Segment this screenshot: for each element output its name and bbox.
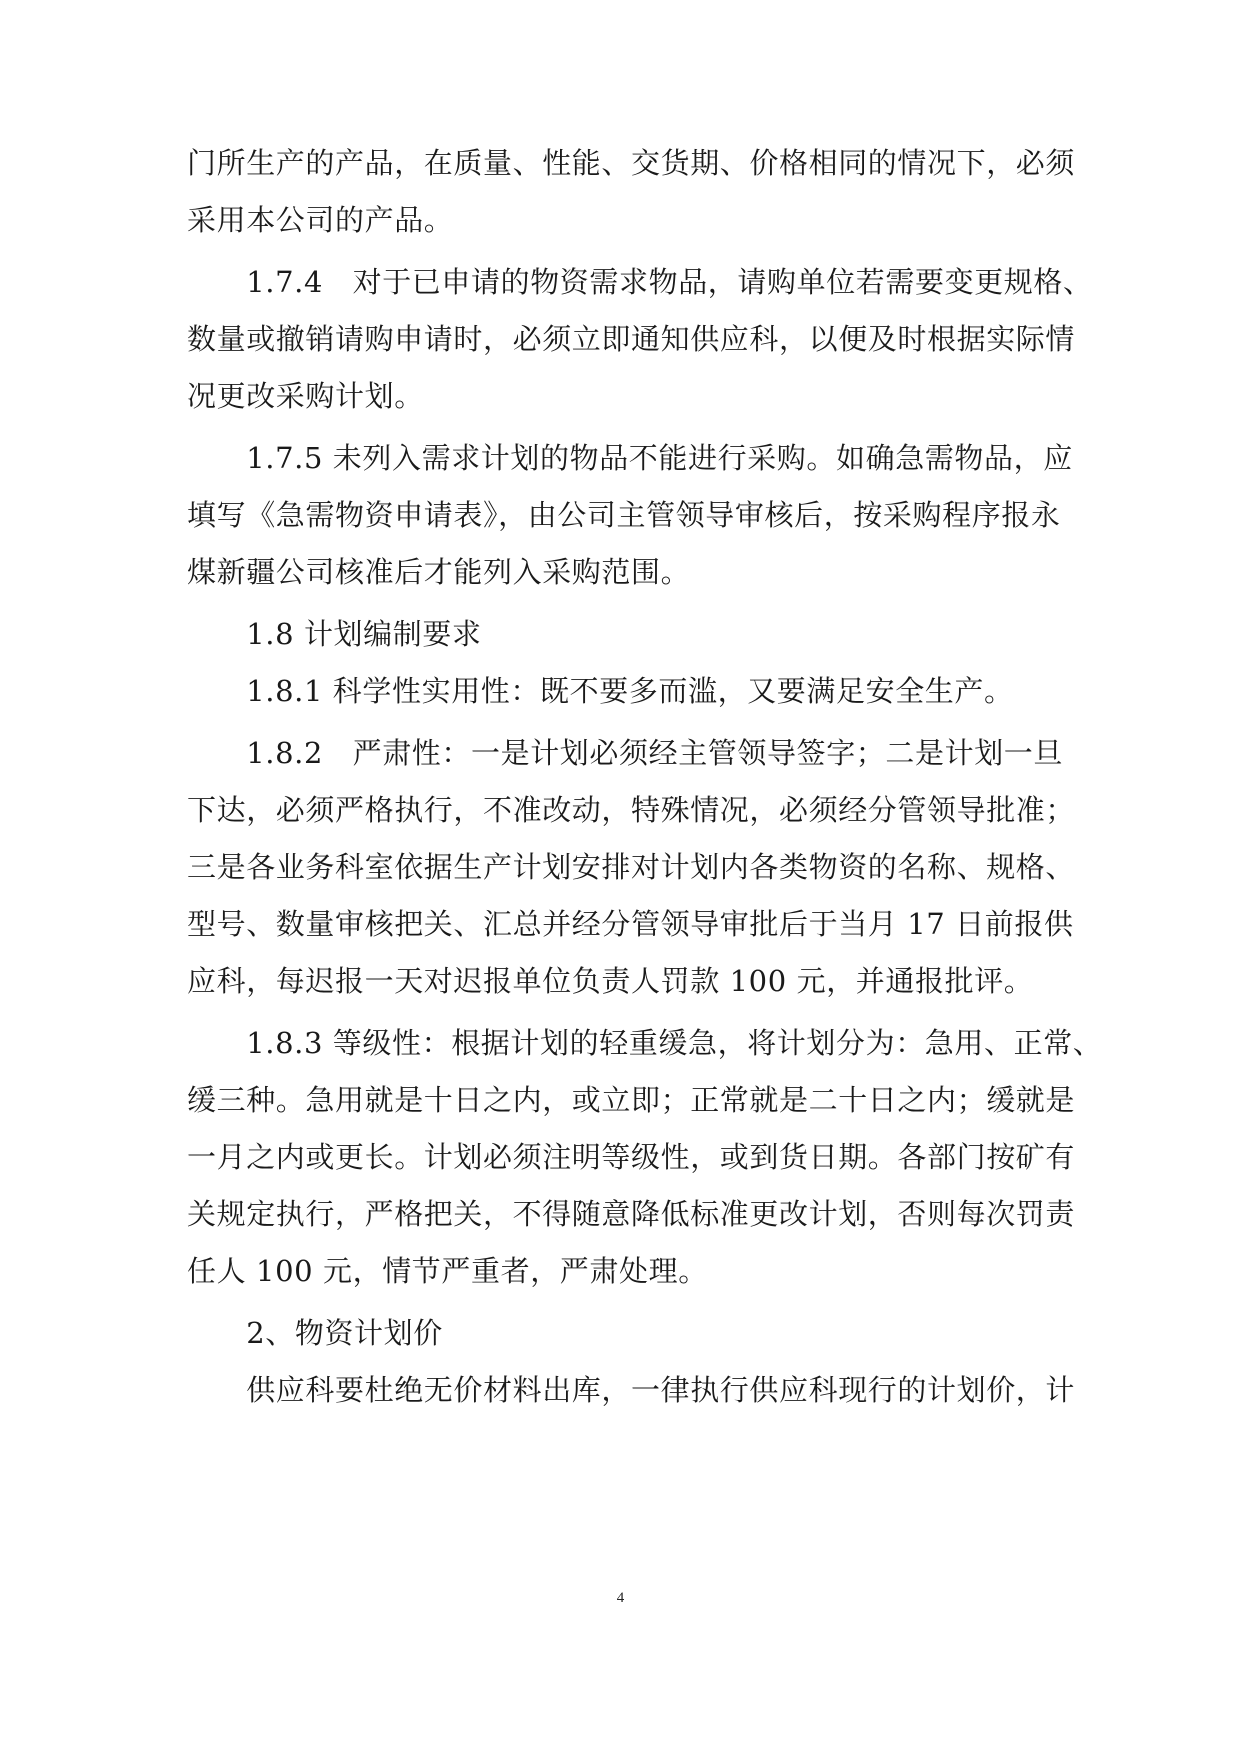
text-line: 任人 100 元，情节严重者，严肃处理。 <box>187 1254 708 1288</box>
text-line: 采用本公司的产品。 <box>187 203 454 237</box>
section-heading: 2、物资计划价 <box>187 1316 443 1350</box>
text-line: 一月之内或更长。计划必须注明等级性，或到货日期。各部门按矿有 <box>187 1140 1076 1174</box>
text-line: 煤新疆公司核准后才能列入采购范围。 <box>187 555 691 589</box>
text-line: 三是各业务科室依据生产计划安排对计划内各类物资的名称、规格、 <box>187 850 1076 884</box>
text-line: 关规定执行，严格把关，不得随意降低标准更改计划，否则每次罚责 <box>187 1197 1076 1231</box>
page-number: 4 <box>616 1590 625 1606</box>
text-line: 数量或撤销请购申请时，必须立即通知供应科，以便及时根据实际情 <box>187 322 1076 356</box>
text-line: 1.8.2 严肃性：一是计划必须经主管领导签字；二是计划一旦 <box>187 736 1063 770</box>
text-line: 供应科要杜绝无价材料出库，一律执行供应科现行的计划价，计 <box>187 1373 1076 1407</box>
text-line: 1.8.3 等级性：根据计划的轻重缓急，将计划分为：急用、正常、 <box>187 1026 1103 1060</box>
text-line: 1.7.4 对于已申请的物资需求物品，请购单位若需要变更规格、 <box>187 265 1093 299</box>
text-line: 况更改采购计划。 <box>187 379 424 413</box>
text-line: 下达，必须严格执行，不准改动，特殊情况，必须经分管领导批准； <box>187 793 1076 827</box>
text-line: 门所生产的产品，在质量、性能、交货期、价格相同的情况下，必须 <box>187 146 1076 180</box>
section-heading: 1.8 计划编制要求 <box>187 617 482 651</box>
text-line: 1.7.5 未列入需求计划的物品不能进行采购。如确急需物品，应 <box>187 441 1073 475</box>
text-line: 缓三种。急用就是十日之内，或立即；正常就是二十日之内；缓就是 <box>187 1083 1076 1117</box>
text-line: 1.8.1 科学性实用性：既不要多而滥，又要满足安全生产。 <box>187 674 1014 708</box>
text-line: 型号、数量审核把关、汇总并经分管领导审批后于当月 17 日前报供 <box>187 907 1074 941</box>
text-line: 填写《急需物资申请表》，由公司主管领导审核后，按采购程序报永 <box>187 498 1061 532</box>
text-line: 应科，每迟报一天对迟报单位负责人罚款 100 元，并通报批评。 <box>187 964 1034 998</box>
